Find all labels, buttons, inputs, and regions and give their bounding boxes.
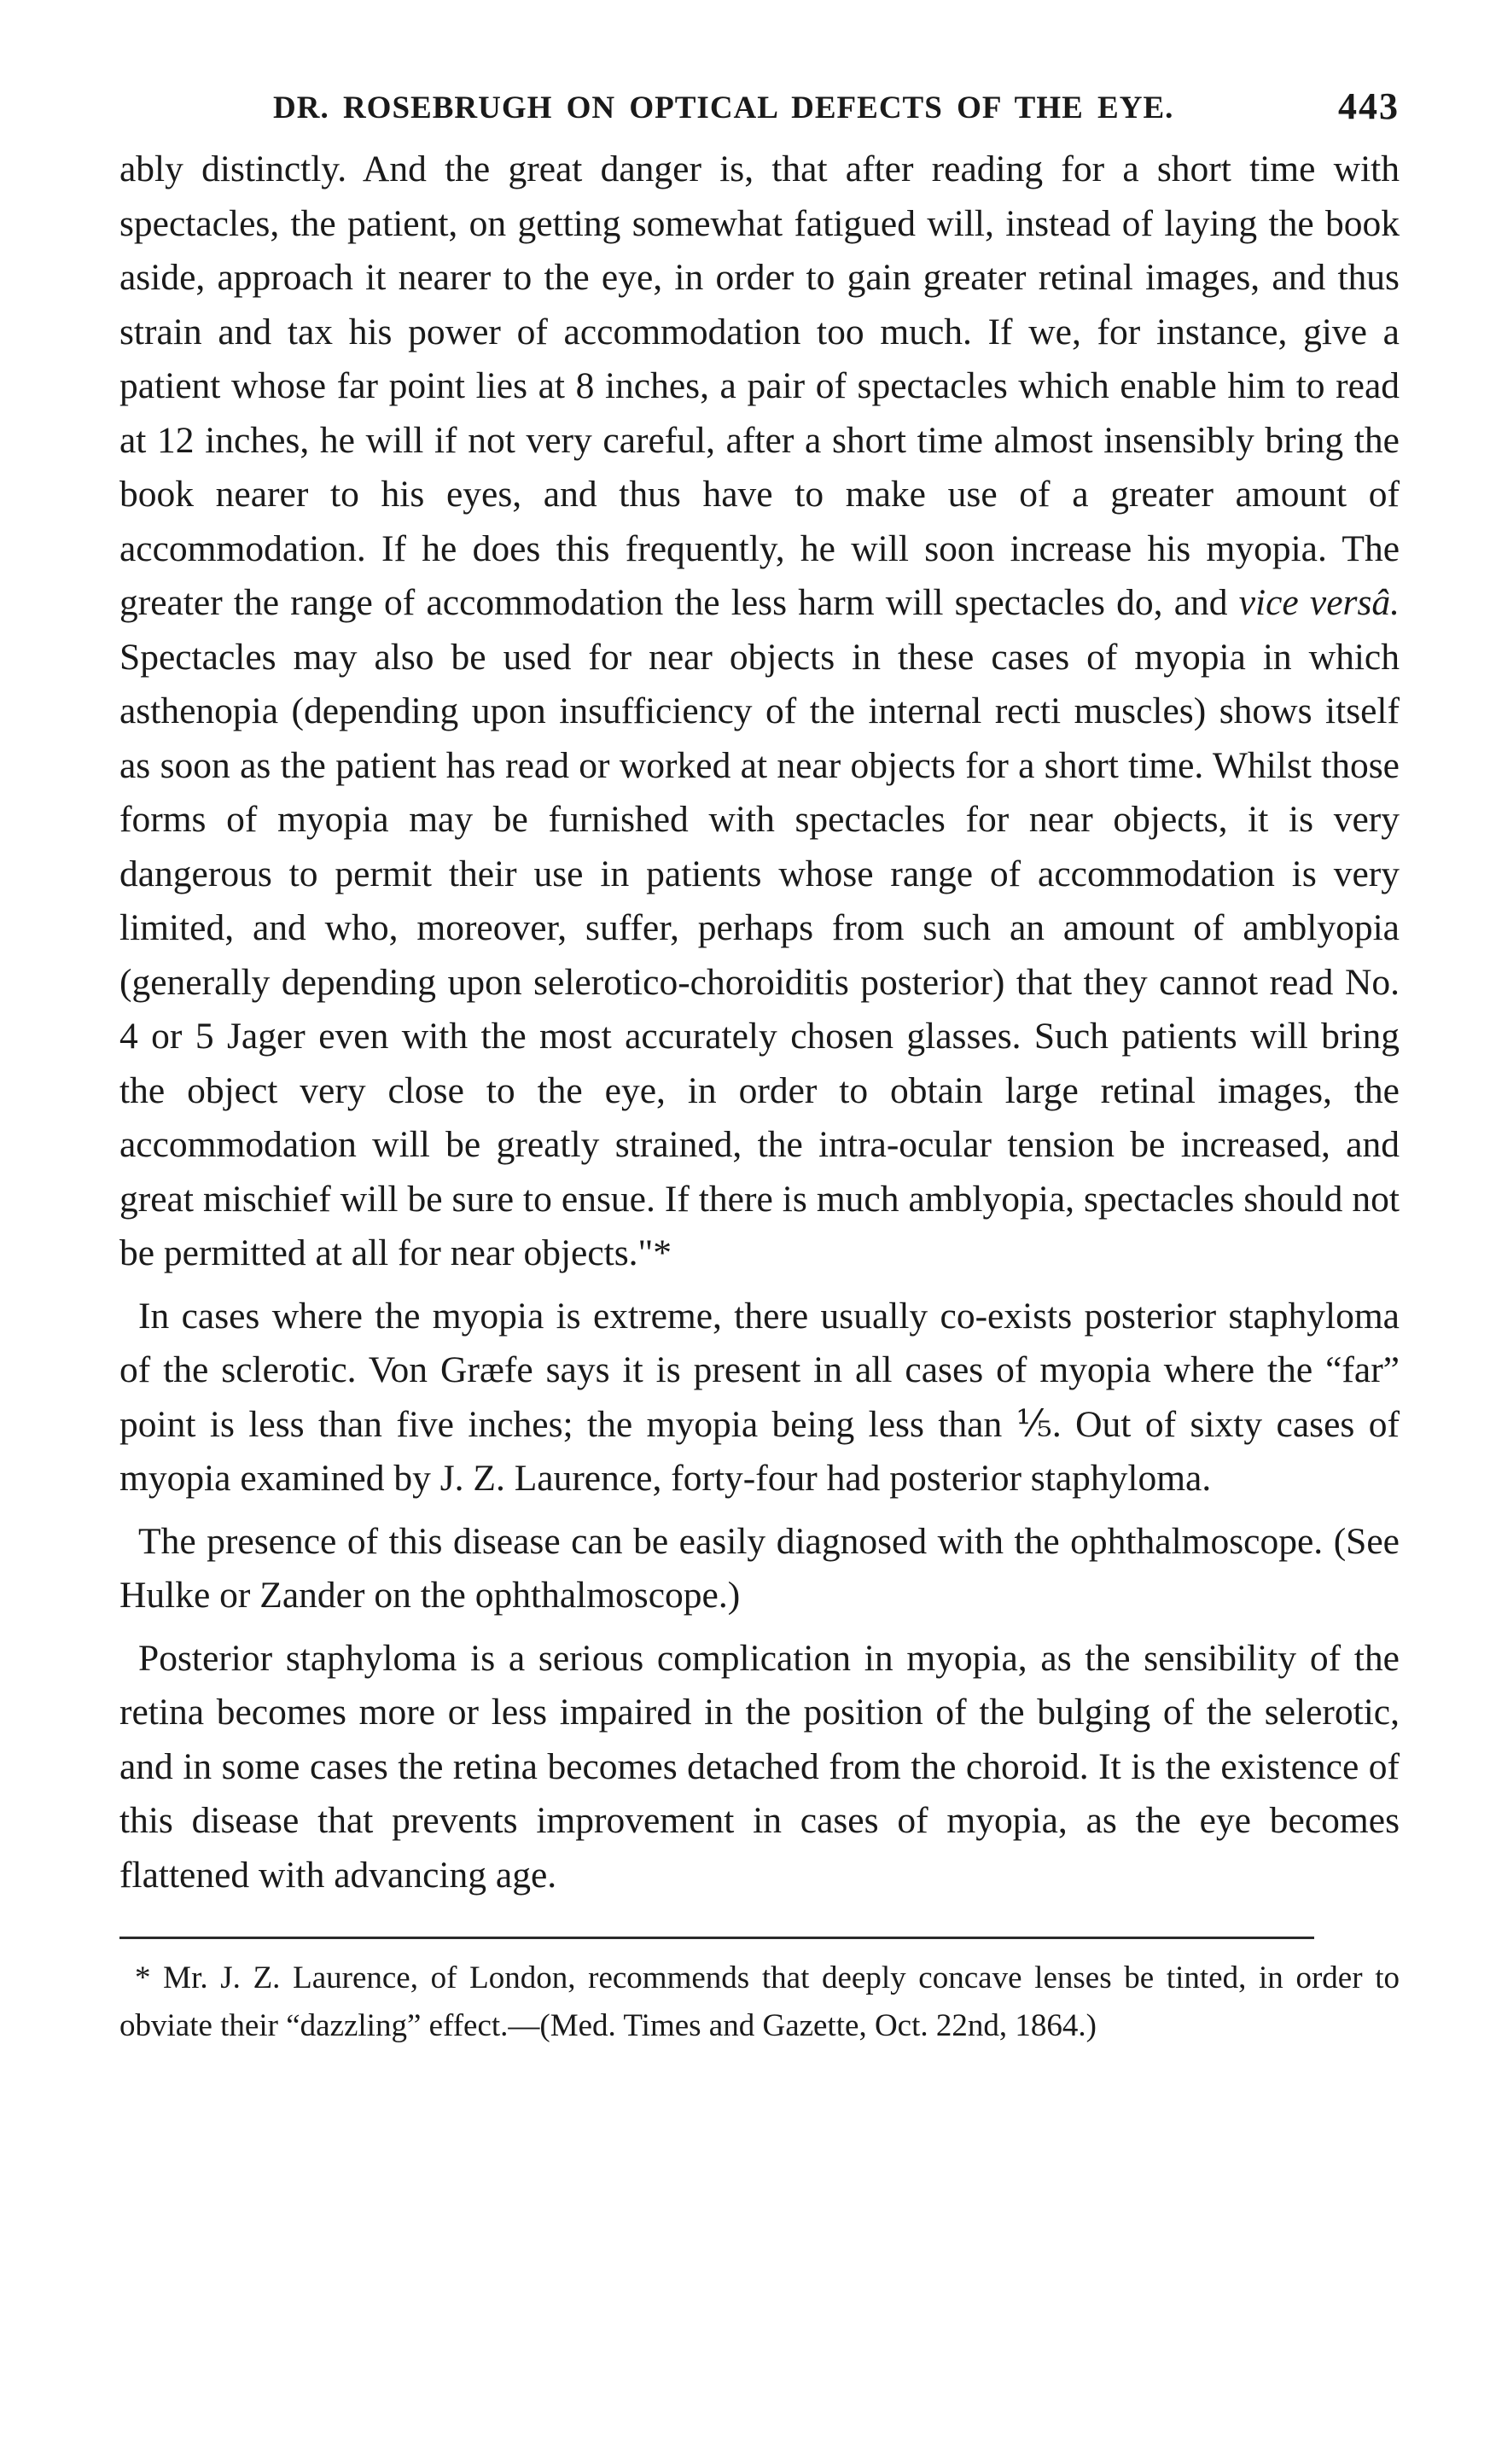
paragraph-1-text-b: Spectacles may also be used for near objects in these cases of myopia in which asthenopia (depending upon insufficiency of the internal recti muscles) shows itself as soon as the patient has read or worked at near objects for a short time. Whilst those forms of myopia may be furnished with spectacles for near objects, it is very dangerous to permit their use in patients whose range of accommodation is very limited, and who, moreover, suffer, perhaps from such an amount of amblyopia (generally depending upon selerotico-choroiditis posterior) that they cannot read No. 4 or 5 Jager even with the most accurately chosen glasses. Such patients will bring the object very close to the eye, in order to obtain large retinal images, the accommodation will be greatly strained, the intra-ocular tension be increased, and great mischief will be sure to ensue. If there is much amblyopia, spectacles should not be permitted at all for near objects."*	[119, 636, 1400, 1273]
running-title: DR. ROSEBRUGH ON OPTICAL DEFECTS OF THE EYE.	[273, 90, 1174, 125]
body-text	[119, 143, 1400, 1902]
book-page	[119, 85, 1400, 2082]
paragraph-3: The presence of this disease can be easily diagnosed with the ophthalmoscope. (See Hulke or Zander on the ophthalmoscope.)	[119, 1520, 1400, 1616]
footnote: * Mr. J. Z. Laurence, of London, recommends that deeply concave lenses be tinted, in order to obviate their “dazzling” effect.—(Med. Times and Gazette, Oct. 22nd, 1864.)	[119, 1960, 1400, 2043]
paragraph-4: Posterior staphyloma is a serious complication in myopia, as the sensibility of the retina becomes more or less impaired in the position of the bulging of the selerotic, and in some cases the retina becomes detached from the choroid. It is the existence of this disease that prevents improvement in cases of myopia, as the eye becomes flattened with advancing age.	[119, 1637, 1400, 1896]
paragraph-1-text-a: ably distinctly. And the great danger is, that after reading for a short time with spectacles, the patient, on getting somewhat fatigued will, instead of laying the book aside, approach it nearer to the eye, in order to gain greater retinal images, and thus strain and tax his power of accommodation too much. If we, for instance, give a patient whose far point lies at 8 inches, a pair of spectacles which enable him to read at 12 inches, he will if not very careful, after a short time almost insensibly bring the book nearer to his eyes, and thus have to make use of a greater amount of accommodation. If he does this frequently, he will soon increase his myopia. The greater the range of accommodation the less harm will spectacles do, and	[119, 149, 1400, 623]
page-number: 443	[1338, 85, 1400, 127]
paragraph-1	[119, 143, 1400, 1281]
footnote-divider	[119, 1937, 1314, 1939]
running-header	[119, 85, 1400, 143]
paragraph-1-italic: vice versâ.	[1238, 582, 1400, 623]
paragraph-2: In cases where the myopia is extreme, there usually co-exists posterior staphyloma of the sclerotic. Von Græfe says it is present in all cases of myopia where the “far” point is less than five inches; the myopia being less than ⅕. Out of sixty cases of myopia examined by J. Z. Laurence, forty-four had posterior staphyloma.	[119, 1295, 1400, 1499]
